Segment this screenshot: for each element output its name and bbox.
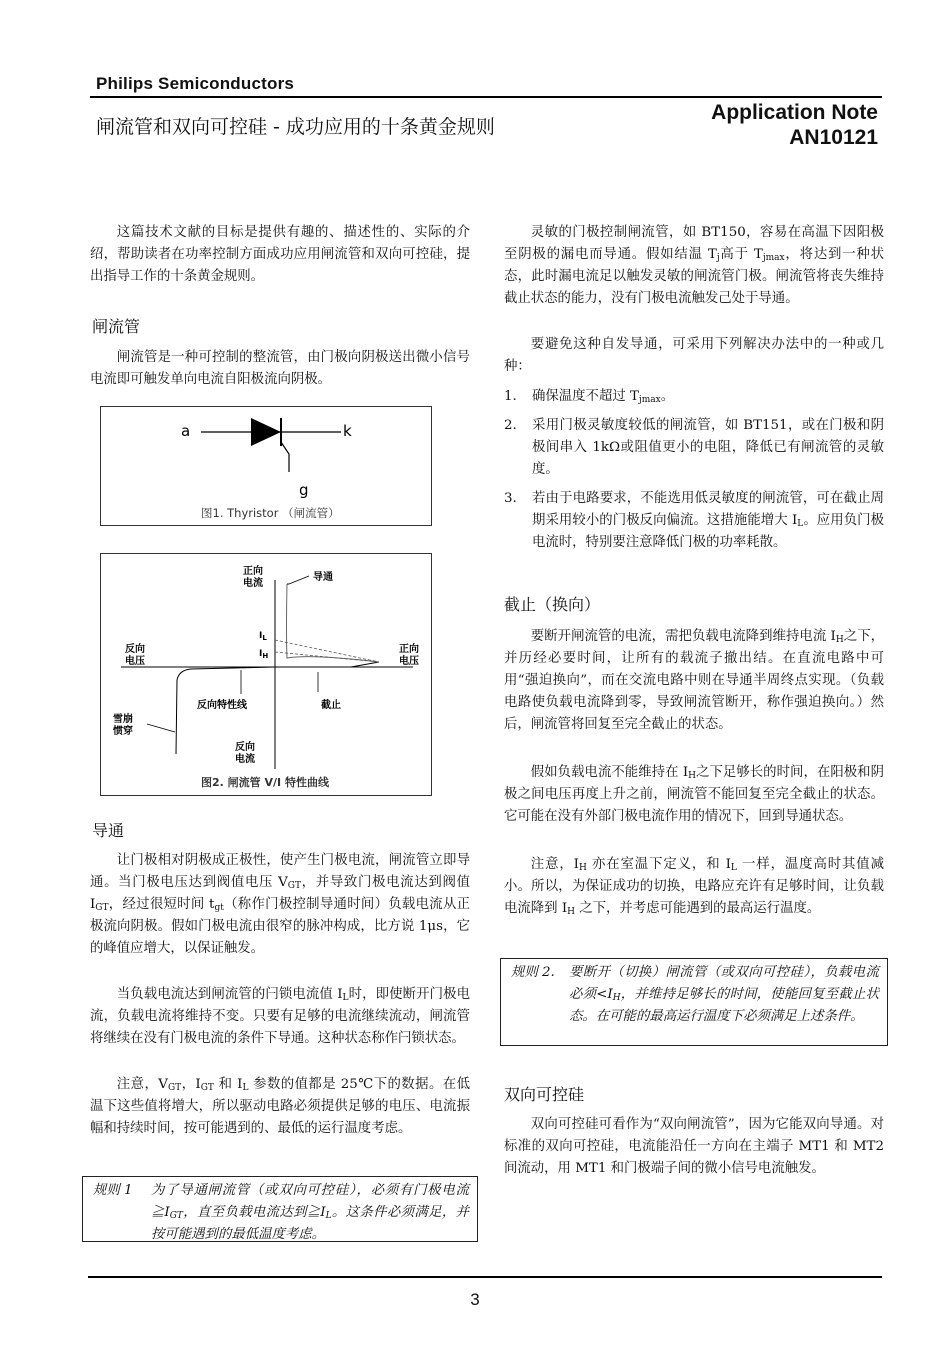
page-number: 3 [470, 1290, 480, 1309]
label-g: g [299, 481, 309, 499]
triac-heading: 双向可控硅 [504, 1085, 585, 1104]
conduction-label: 导通 [313, 572, 333, 583]
rev-voltage-2: 电压 [125, 656, 145, 667]
rule-2-text: 要断开（切换）闸流管（或双向可控硅），负载电流必须$<I_H$，并维持足够长的时间，使能回复至截止状态。在可能的最高运行温度下必须满足上述条件。 [569, 965, 879, 1024]
thyristor-heading: 闸流管 [92, 317, 141, 336]
footer-rule [88, 1276, 882, 1278]
avalanche-2: 惯穿 [113, 726, 133, 737]
list-item: 3. 若由于电路要求，不能选用低灵敏度的闸流管，可在截止周期采用较小的门极反向偏流。这措施能增大 $I_L$。应用负门极电流时，特别要注意降低门极的功率耗散。 [504, 491, 885, 550]
rule-1-label: 规则 1 [93, 1183, 133, 1198]
label-k: k [343, 422, 352, 440]
conduction-paragraph-1: 让门极相对阴极成正极性，使产生门极电流，闸流管立即导通。当门极电压达到阀值电压 $V_{GT}$，并导致门极电流达到阀值 $I_{GT}$，经过很短时间 $t_{gt}$（称作门极控制导通时间）负载电流从正极流向阴极。假如门极电流由很窄的脉冲构成，比方说 1μs，它的峰值应增大，以保证触发。 [90, 853, 471, 956]
blocking-label: 截止 [321, 700, 341, 711]
conduction-paragraph-2: 当负载电流达到闸流管的闩锁电流值 $I_L$时，即使断开门极电流，负载电流将维持不变。只要有足够的电流继续流动，闸流管将继续在没有门极电流的条件下导通。这种状态称作闩锁状态。 [90, 987, 471, 1046]
reverse-char-label: 反向特性线 [197, 700, 247, 711]
fwd-current-1: 正向 [243, 566, 263, 577]
avalanche-1: 雪崩 [113, 714, 133, 725]
forward-blocking-curve [275, 662, 379, 667]
fwd-voltage-2: 电压 [399, 656, 419, 667]
header-rule [90, 96, 882, 98]
company-name: Philips Semiconductors [96, 74, 295, 93]
rev-current-1: 反向 [235, 742, 255, 753]
figure-1-thyristor-symbol [100, 406, 432, 526]
rule-2-box [500, 958, 888, 1046]
note-type: Application Note [711, 101, 878, 124]
fwd-voltage-1: 正向 [399, 644, 419, 655]
figure-2-caption: 图2. 闸流管 V/I 特性曲线 [201, 776, 329, 789]
figure-2-vi-curve [100, 553, 432, 796]
list-item: 1. 确保温度不超过 $T_{jmax}$。 [504, 389, 675, 405]
document-title: 闸流管和双向可控硅 - 成功应用的十条黄金规则 [96, 116, 495, 138]
application-note-label [711, 100, 878, 150]
cutoff-paragraph-2: 假如负载电流不能维持在 $I_H$之下足够长的时间，在阳极和阴极之间电压再度上升之前，闸流管不能回复至完全截止的状态。它可能在没有外部门极电流作用的情况下，回到导通状态。 [504, 765, 885, 824]
rule-1-text: 为了导通闸流管（或双向可控硅），必须有门极电流$≧I_{GT}$，直至负载电流达到$≧I_L$。这条件必须满足，并按可能遇到的最低温度考虑。 [151, 1183, 469, 1242]
conduction-heading: 导通 [92, 821, 125, 840]
triac-paragraph: 双向可控硅可看作为“双向闸流管”，因为它能双向导通。对标准的双向可控硅，电流能沿任一方向在主端子 MT1 和 MT2 间流动，用 MT1 和门极端子间的微小信号电流触发。 [504, 1117, 884, 1176]
label-a: a [181, 422, 191, 440]
diode-triangle [251, 418, 281, 446]
cutoff-paragraph-3: 注意，$I_H$ 亦在室温下定义，和 $I_L$ 一样，温度高时其值减小。所以，为保证成功的切换，电路应充许有足够时间，让负载电流降到 $I_H$ 之下，并考虑可能遇到的最高运行温度。 [504, 857, 884, 917]
conduction-paragraph-3: 注意，$V_{GT}$，$I_{GT}$ 和 $I_L$ 参数的值都是 25℃下的数据。在低温下这些值将增大，所以驱动电路必须提供足够的电压、电流振幅和持续时间，按可能遇到的、最低的运行温度考虑。 [90, 1077, 471, 1136]
rule-1-box [82, 1176, 478, 1242]
solutions-intro: 要避免这种自发导通，可采用下列解决办法中的一种或几种： [504, 337, 884, 374]
forward-conduction-curve [287, 584, 380, 662]
solutions-list [504, 386, 884, 561]
rule-2-label: 规则 2. [511, 965, 555, 980]
conduction-pointer [289, 576, 309, 584]
gate-lead [281, 442, 289, 472]
list-item: 2. 采用门极灵敏度较低的闸流管，如 BT151，或在门极和阴极间串入 1kΩ或阻值更小的电阻，降低已有闸流管的灵敏度。 [504, 418, 884, 477]
figure-1-caption: 图1. Thyristor （闸流管） [201, 506, 340, 520]
il-dashed-line [275, 640, 379, 662]
intro-paragraph: 这篇技术文献的目标是提供有趣的、描述性的、实际的介绍，帮助读者在功率控制方面成功应用闸流管和双向可控硅，提出指导工作的十条黄金规则。 [90, 225, 470, 284]
avalanche-pointer [147, 724, 175, 732]
rev-voltage-1: 反向 [125, 644, 145, 655]
fwd-current-2: 电流 [243, 578, 263, 589]
sensitive-gate-paragraph: 灵敏的门极控制闸流管，如 BT150，容易在高温下因阳极至阴极的漏电而导通。假如结温 $T_j$高于 $T_{jmax}$，将达到一种状态，此时漏电流足以触发灵敏的闸流管门极。闸流管将丧失维持截止状态的能力，没有门极电流触发己处于导通。 [504, 225, 885, 306]
rev-current-2: 电流 [235, 754, 255, 765]
ih-label: $I_H$ [259, 649, 269, 660]
note-number: AN10121 [789, 126, 878, 149]
cutoff-paragraph-1: 要断开闸流管的电流，需把负载电流降到维持电流 $I_H$之下，并历经必要时间，让所有的载流子撤出结。在直流电路中可用“强迫换向”，而在交流电路中则在导通半周终点实现。（负载电路使负载电流降到零，导致闸流管断开，称作强迫换向。）然后，闸流管将回复至完全截止的状态。 [504, 629, 885, 732]
cutoff-heading: 截止（换向） [504, 595, 601, 614]
thyristor-paragraph: 闸流管是一种可控制的整流管，由门极向阴极送出微小信号电流即可触发单向电流自阳极流向阴极。 [90, 350, 470, 387]
il-label: $I_L$ [259, 631, 267, 642]
